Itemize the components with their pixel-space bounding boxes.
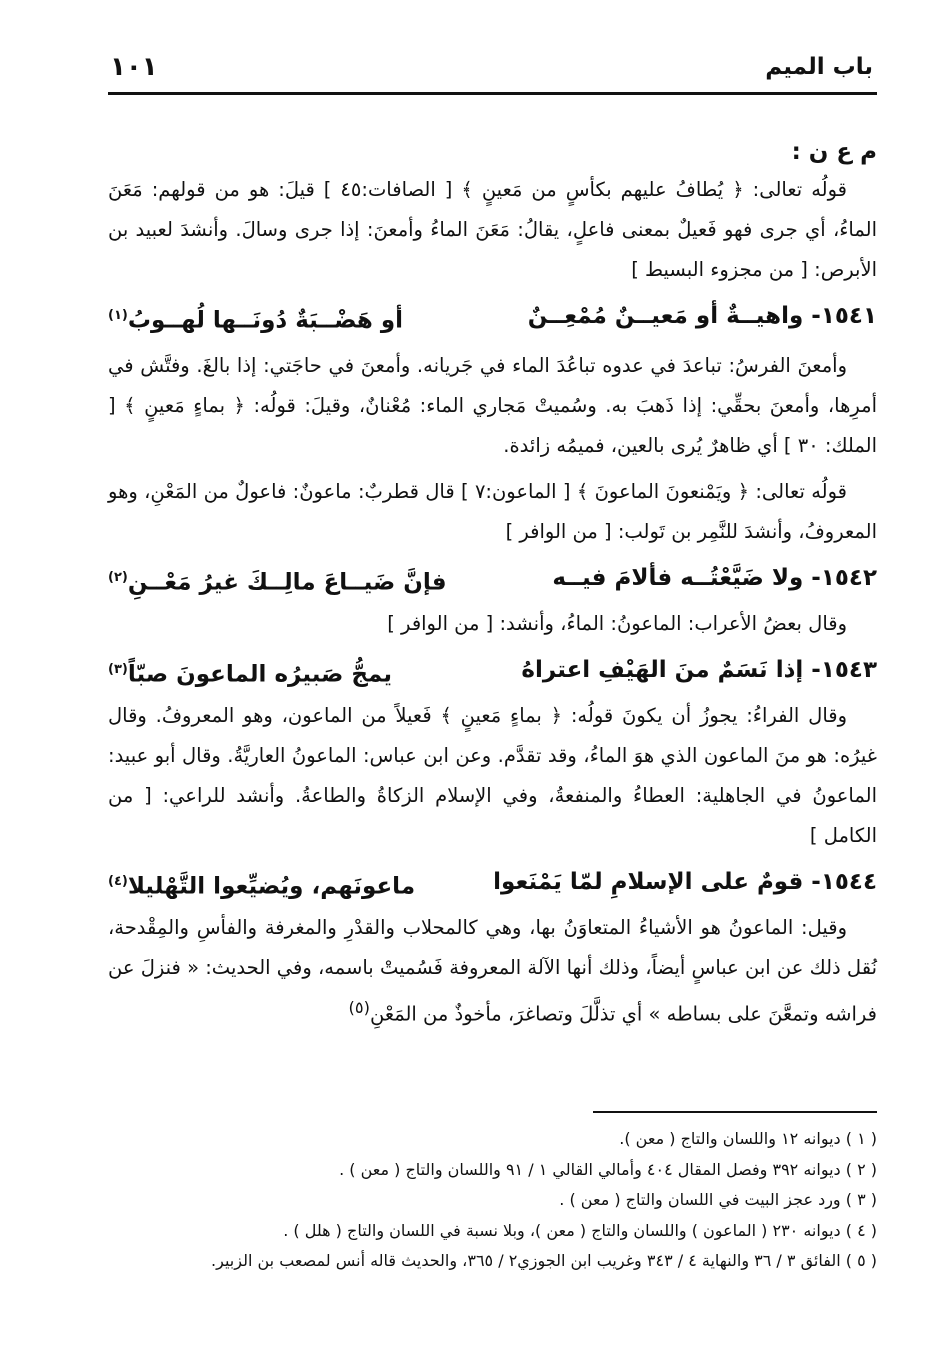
verse-ajuz-text: ماعونَهم، ويُضيِّعوا التَّهْليلا	[127, 873, 416, 900]
verse-1543	[108, 646, 877, 694]
footnote-4: ( ٤ ) ديوانه ٢٣٠ ( الماعون ) واللسان والتاج ( معن )، وبلا نسبة في اللسان والتاج ( هلل ) .	[283, 1220, 877, 1240]
verse-1544	[108, 858, 877, 906]
footnote-1: ( ١ ) ديوانه ١٢ واللسان والتاج ( معن ).	[619, 1129, 877, 1148]
chapter-title: باب الميم	[765, 54, 873, 80]
footnote-ref: (٥)	[348, 998, 370, 1017]
footnote-5: ( ٥ ) الفائق ٣ / ٣٦ والنهاية ٤ / ٣٤٣ وغريب ابن الجوزي٢ / ٣٦٥، والحديث قاله أنس لمصعب بن الزبير.	[211, 1251, 877, 1270]
main-text	[108, 132, 877, 1035]
footnote-3: ( ٣ ) ورد عجز البيت في اللسان والتاج ( معن ) .	[559, 1190, 877, 1209]
verse-number: ١٥٤٤-	[811, 869, 877, 895]
header-rule	[108, 92, 877, 95]
verse-first-hemistich	[493, 862, 877, 902]
paragraph-3-text: قولُه تعالى: ﴿ ويَمْنعونَ الماعونَ ﴾ [ الماعون:٧ ] قال قطربٌ: ماعونٌ: فاعولٌ من المَعْنِ، وهو المعروفُ، وأنشدَ للنَّمِر بن تَولب:	[108, 480, 877, 543]
verse-first-hemistich	[552, 558, 877, 598]
paragraph-4-text: وقال بعضُ الأعراب: الماعونُ: الماءُ، وأنشد:	[499, 612, 847, 635]
paragraph-6	[108, 908, 877, 1035]
footnote-rule	[593, 1111, 877, 1113]
verse-sadr-text: واهيــةٌ أو مَعيــنٌ مُمْعِــنٌ	[527, 303, 804, 329]
verse-second-hemistich	[108, 862, 415, 907]
paragraph-2: وأمعنَ الفرسُ: تباعدَ في عدوه تباعُدَ الماء في جَريانه. وأمعنَ في حاجَتي: إذا بالغَ. وفتَّش في أمرِها، وأمعنَ بحقِّي: إذا ذَهبَ به. وسُميتْ مَجاري الماء: مُعْنانٌ، وقيلَ: قولُه: ﴿ بماءٍ مَعينٍ ﴾ [ الملك: ٣٠ ] أي ظاهرٌ يُرى بالعين، فميمُه زائدة.	[108, 354, 877, 457]
paragraph-4	[108, 604, 877, 644]
paragraph-5-text: وقال الفراءُ: يجوزُ أن يكونَ قولُه: ﴿ بماءٍ مَعينٍ ﴾ فَعيلاً من الماعون، وهو المعروفُ. وقال غيرُه: هو منَ الماعون الذي هوَ الماءُ، وقد تقدَّم. وعن ابن عباس: الماعونُ العاريَّةُ. وقال أبو عبيد: الماعونُ في الجاهلية: العطاءُ والمنفعةُ، وفي الإسلام الزكاةُ والطاعةُ. وأنشد للراعي:	[108, 704, 877, 807]
footnote-ref: (١)	[108, 308, 128, 323]
verse-first-hemistich	[521, 650, 877, 690]
page-header	[108, 48, 877, 92]
paragraph-3	[108, 472, 877, 552]
verse-ajuz-text: فإنَّ ضَيــاعَ مالِــكَ غيرُ مَعْــنِ	[127, 569, 447, 596]
verse-second-hemistich	[108, 296, 403, 341]
footnote-2: ( ٢ ) ديوانه ٣٩٢ وفصل المقال ٤٠٤ وأمالي القالي ١ / ٩١ واللسان والتاج ( معن ) .	[339, 1159, 877, 1179]
page-number: ١٠١	[110, 52, 158, 82]
footnote-ref: (٢)	[108, 570, 128, 585]
verse-number: ١٥٤٢-	[811, 565, 877, 591]
verse-number: ١٥٤١-	[811, 303, 877, 329]
verse-1541	[108, 292, 877, 340]
verse-ajuz-text: يمجُّ صَبيرُه الماعونَ صبّاً	[127, 661, 392, 688]
paragraph-1-text: قولُه تعالى: ﴿ يُطافُ عليهم بكأسٍ من مَعينٍ ﴾ [ الصافات:٤٥ ] قيلَ: هو من قولهم: مَعَنَ الماءُ، أي جرى فهو فَعيلٌ بمعنى فاعلٍ، يقالُ: مَعَنَ الماءُ وأمعنَ: إذا جرى وسالَ. وأنشدَ لعبيد بن الأبرص:	[108, 178, 877, 281]
footnote-ref: (٣)	[108, 662, 128, 677]
meter-label: [ من الكامل ]	[108, 784, 877, 847]
root-heading: م ع ن :	[791, 139, 877, 165]
verse-sadr-text: قومٌ على الإسلامِ لمّا يَمْنَعوا	[493, 869, 804, 895]
verse-second-hemistich	[108, 558, 447, 603]
meter-label: [ من الوافر ]	[387, 612, 494, 635]
verse-ajuz-text: أو هَضْــبَةٌ دُونَــها لُهــوبُ	[127, 307, 404, 334]
footnote-ref: (٤)	[108, 874, 128, 889]
meter-label: [ من الوافر ]	[505, 520, 612, 543]
paragraph-1	[108, 170, 877, 290]
meter-label: [ من مجزوء البسيط ]	[631, 258, 808, 281]
verse-1542	[108, 554, 877, 602]
paragraph-5	[108, 696, 877, 856]
verse-sadr-text: ولا ضَيَّعْتُــه فألامَ فيــه	[552, 565, 804, 591]
paragraph-6-text: وقيل: الماعونُ هو الأشياءُ المتعاوَنُ بها، وهي كالمحلاب والقدْرِ والمغرفة والفأسِ والمِقْدحة، نُقل ذلك عن ابن عباسٍ أيضاً، وذلك أنها الآلة المعروفة فَسُميتْ باسمه، وفي الحديث: « فنزلَ عن فراشه وتمعَّنَ على بساطه » أي تذلَّلَ وتصاغرَ، مأخوذٌ من المَعْنِ	[108, 916, 877, 1026]
verse-second-hemistich	[108, 650, 392, 695]
footnotes	[108, 1124, 877, 1277]
verse-number: ١٥٤٣-	[811, 657, 877, 683]
verse-first-hemistich	[528, 296, 877, 336]
verse-sadr-text: إذا نَسَمٌ منَ الهَيْفِ اعتراهُ	[521, 657, 804, 683]
